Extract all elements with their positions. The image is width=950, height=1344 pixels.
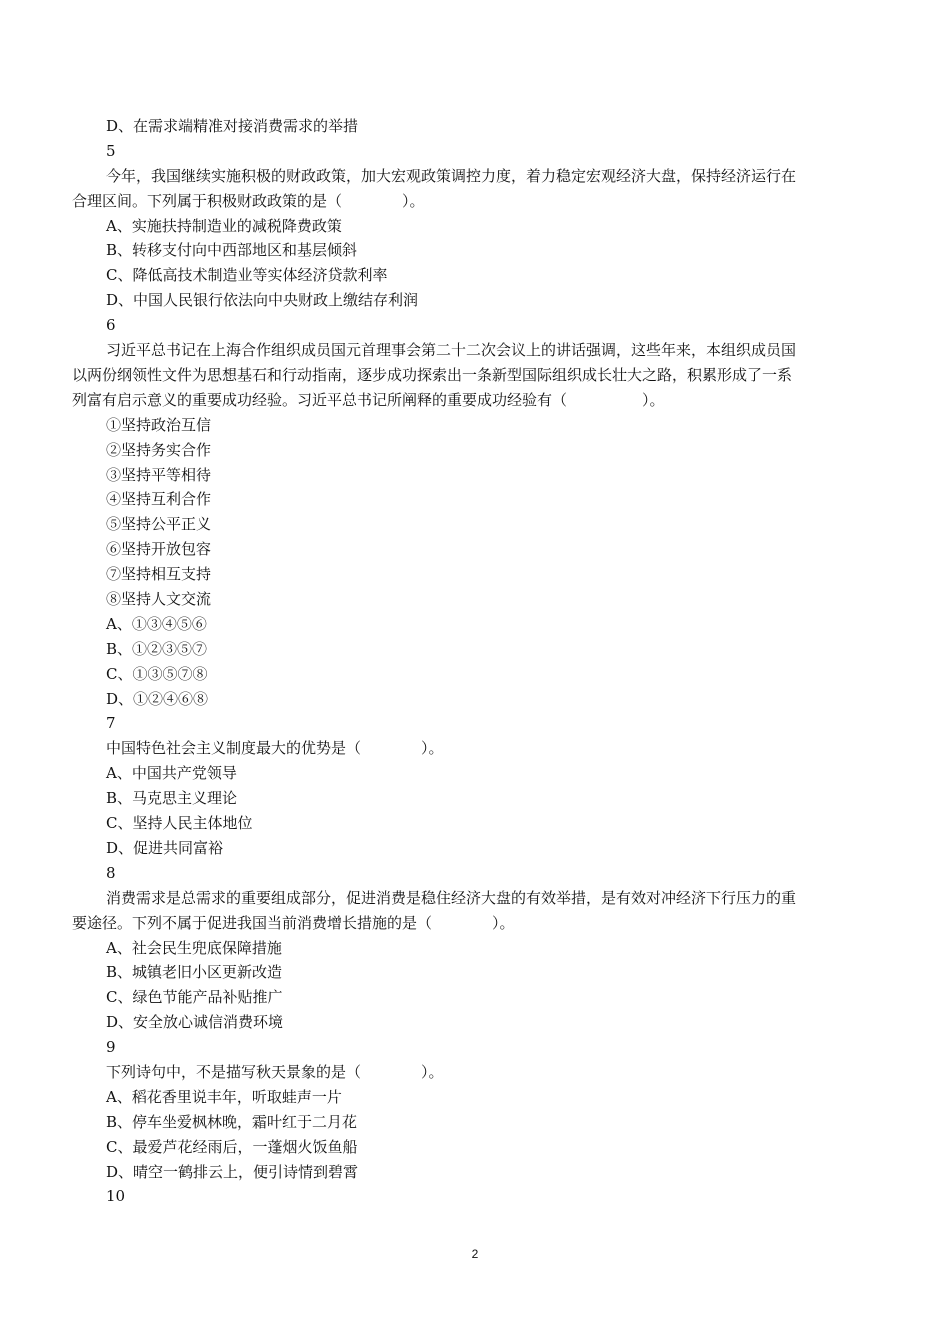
option-c: C、降低高技术制造业等实体经济贷款利率: [106, 266, 388, 285]
question-text: 消费需求是总需求的重要组成部分，促进消费是稳住经济大盘的有效举措，是有效对冲经济下行压力的重: [106, 888, 797, 907]
option-d: D、安全放心诚信消费环境: [106, 1013, 284, 1032]
option-a: A、中国共产党领导: [106, 764, 237, 783]
option-a: A、社会民生兜底保障措施: [106, 938, 282, 957]
statement-item: ①坚持政治互信: [106, 415, 212, 434]
option-d: D、中国人民银行依法向中央财政上缴结存利润: [106, 291, 419, 310]
question-number: 9: [106, 1038, 116, 1057]
question-text: 列富有启示意义的重要成功经验。习近平总书记所阐释的重要成功经验有（ ）。: [72, 390, 665, 409]
statement-item: ⑦坚持相互支持: [106, 565, 212, 584]
question-number: 8: [106, 863, 116, 882]
statement-item: ③坚持平等相待: [106, 465, 212, 484]
question-number: 10: [106, 1187, 126, 1206]
question-number: 5: [106, 141, 116, 160]
question-text: 下列诗句中，不是描写秋天景象的是（ ）。: [106, 1062, 444, 1081]
option-c: C、绿色节能产品补贴推广: [106, 988, 283, 1007]
option-d: D、晴空一鹤排云上，便引诗情到碧霄: [106, 1162, 359, 1181]
statement-item: ②坚持务实合作: [106, 440, 212, 459]
statement-item: ⑤坚持公平正义: [106, 515, 212, 534]
option-b: B、转移支付向中西部地区和基层倾斜: [106, 241, 358, 260]
option-c: C、①③⑤⑦⑧: [106, 664, 208, 683]
question-text: 今年，我国继续实施积极的财政政策，加大宏观政策调控力度，着力稳定宏观经济大盘，保持经济运行在: [106, 166, 797, 185]
question-stem: [72, 338, 878, 413]
question-text: 以两份纲领性文件为思想基石和行动指南，逐步成功探索出一条新型国际组织成长壮大之路，积累形成了一系: [72, 365, 793, 384]
option-a: A、稻花香里说丰年，听取蛙声一片: [106, 1087, 342, 1106]
question-text: 合理区间。下列属于积极财政政策的是（ ）。: [72, 191, 425, 210]
statement-item: ④坚持互利合作: [106, 490, 212, 509]
statement-item: ⑧坚持人文交流: [106, 590, 212, 608]
option-c: C、最爱芦花经雨后，一蓬烟火饭鱼船: [106, 1137, 358, 1156]
option-a: A、实施扶持制造业的减税降费政策: [106, 216, 342, 235]
option-b: B、城镇老旧小区更新改造: [106, 963, 283, 982]
statement-item: ⑥坚持开放包容: [106, 540, 212, 559]
question-text: 习近平总书记在上海合作组织成员国元首理事会第二十二次会议上的讲话强调，这些年来，本组织成员国: [106, 341, 797, 360]
document-body: [72, 114, 878, 1209]
question-stem: [72, 164, 878, 214]
option-b: B、停车坐爱枫林晚，霜叶红于二月花: [106, 1112, 358, 1131]
question-number: 6: [106, 316, 116, 335]
option-d: D、促进共同富裕: [106, 838, 224, 857]
question-number: 7: [106, 714, 116, 733]
question-text: 要途径。下列不属于促进我国当前消费增长措施的是（ ）。: [72, 913, 515, 932]
question-stem: [72, 886, 878, 936]
option-c: C、坚持人民主体地位: [106, 814, 253, 833]
option-d: D、①②④⑥⑧: [106, 689, 209, 708]
option-a: A、①③④⑤⑥: [106, 614, 207, 633]
option-d: D、在需求端精准对接消费需求的举措: [106, 117, 359, 135]
question-text: 中国特色社会主义制度最大的优势是（ ）。: [106, 739, 444, 758]
option-b: B、马克思主义理论: [106, 789, 238, 808]
option-b: B、①②③⑤⑦: [106, 639, 208, 658]
page-number: 2: [471, 1247, 479, 1261]
